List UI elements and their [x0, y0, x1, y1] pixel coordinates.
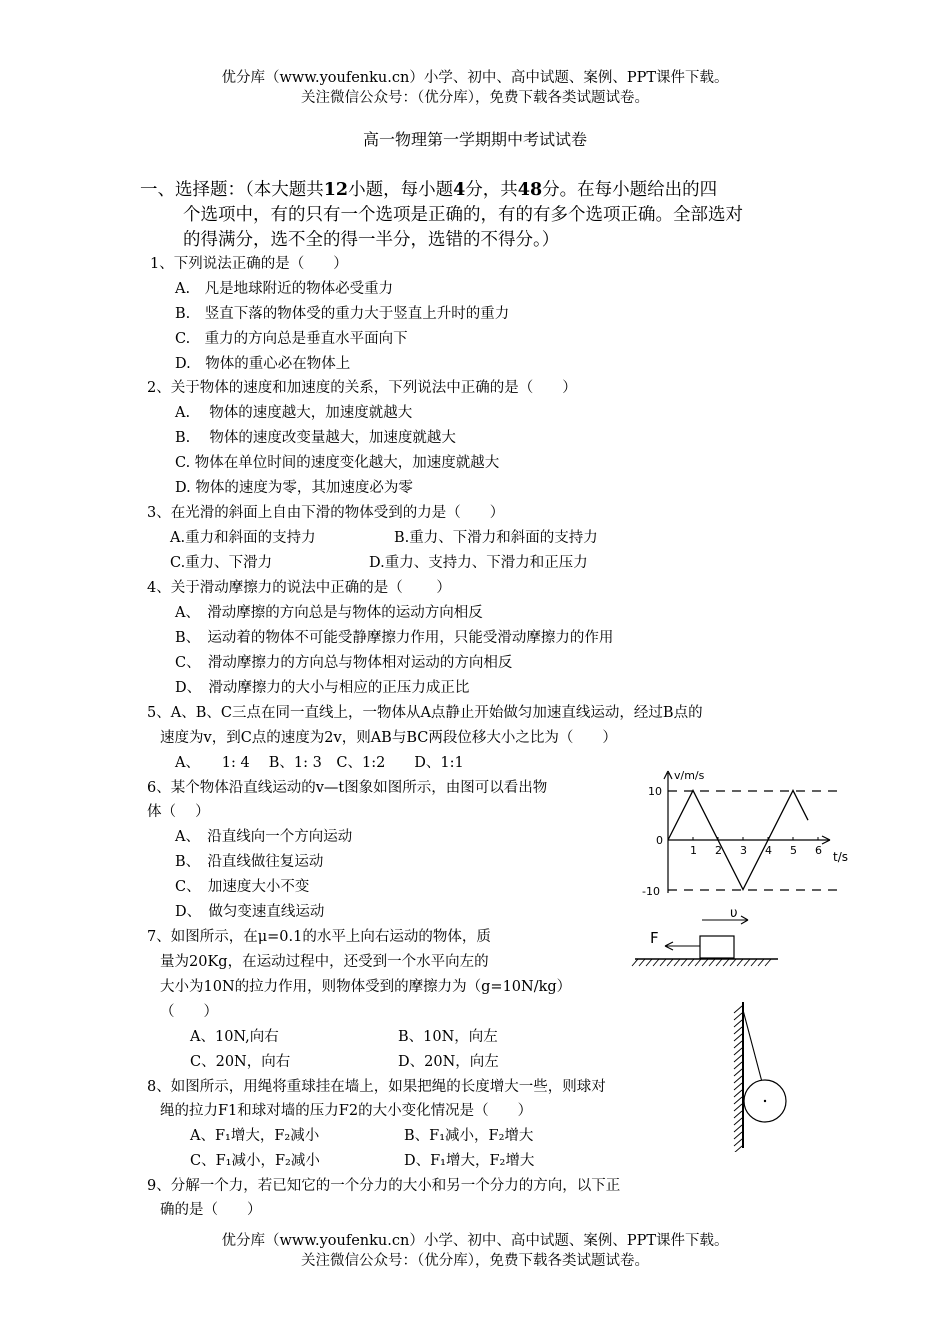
ground-hatch-stroke	[716, 959, 722, 966]
ground-hatch-stroke	[681, 959, 687, 966]
y-tick-0: 0	[656, 834, 663, 847]
ground-hatch-stroke	[674, 959, 680, 966]
x-tick-label-3: 3	[740, 844, 747, 857]
question-2-option-c: C. 物体在单位时间的速度变化越大，加速度就越大	[175, 455, 500, 471]
question-8-option-d: D、F₁增大，F₂增大	[404, 1153, 535, 1169]
y-tick-neg-10: -10	[642, 885, 660, 898]
ground-hatch-stroke	[737, 959, 743, 966]
velocity-label: υ	[730, 906, 738, 921]
x-tick-label-5: 5	[790, 844, 797, 857]
ball-center	[764, 1100, 766, 1102]
wall-hatch-stroke	[734, 1027, 742, 1034]
footer-line-2: 关注微信公众号：（优分库），免费下载各类试题试卷。	[301, 1253, 649, 1269]
question-7-stem-line-2: 量为20Kg，在运动过程中，还受到一个水平向左的	[160, 954, 489, 970]
ground-hatch-stroke	[695, 959, 701, 966]
ground-hatching	[632, 959, 771, 966]
wall-hatch-stroke	[734, 1034, 742, 1041]
ground-hatch-stroke	[653, 959, 659, 966]
question-5-stem-line-2: 速度为v，到C点的速度为2v，则AB与BC两段位移大小之比为（ ）	[160, 730, 617, 746]
ground-hatch-stroke	[765, 959, 771, 966]
question-6-stem: 6、某个物体沿直线运动的v—t图象如图所示，由图可以看出物	[147, 780, 548, 796]
x-tick-label-6: 6	[815, 844, 822, 857]
question-8-option-a: A、F₁增大，F₂减小	[190, 1128, 320, 1144]
section-instructions-line-2: 个选项中，有的只有一个选项是正确的，有的有多个选项正确。全部选对	[183, 205, 743, 225]
ground-hatch-stroke	[646, 959, 652, 966]
wall-hatch-stroke	[734, 1069, 742, 1076]
question-8-option-b: B、F₁减小，F₂增大	[404, 1128, 534, 1144]
force-label: F	[650, 929, 659, 947]
question-7-stem-line-3: 大小为10N的拉力作用，则物体受到的摩擦力为（g=10N/kg）	[160, 979, 572, 995]
rope	[743, 1010, 762, 1082]
question-1-stem: 1、下列说法正确的是（ ）	[150, 256, 348, 272]
question-7-option-d: D、20N，向左	[398, 1054, 499, 1070]
question-4-option-b: B、 运动着的物体不可能受静摩擦力作用，只能受滑动摩擦力的作用	[175, 630, 614, 646]
y-tick-10: 10	[648, 785, 662, 798]
question-2-stem: 2、关于物体的速度和加速度的关系，下列说法中正确的是（ ）	[147, 380, 577, 396]
wall-hatch-stroke	[734, 1146, 742, 1152]
question-3-option-c: C.重力、下滑力	[170, 555, 273, 571]
ground-hatch-stroke	[632, 959, 638, 966]
ground-hatch-stroke	[639, 959, 645, 966]
ground-hatch-stroke	[667, 959, 673, 966]
section-instructions-line-1: 一、选择题：（本大题共12小题，每小题4分，共48分。在每小题给出的四	[140, 180, 718, 200]
wall-hatch-stroke	[734, 1139, 742, 1146]
question-8-stem-line-2: 绳的拉力F1和球对墙的压力F2的大小变化情况是（ ）	[160, 1103, 533, 1119]
block	[700, 936, 734, 958]
wall-hatch-stroke	[734, 1062, 742, 1069]
x-axis-label: t/s	[833, 850, 848, 864]
question-9-stem: 9、分解一个力，若已知它的一个分力的大小和另一个分力的方向，以下正	[147, 1178, 621, 1194]
ground-hatch-stroke	[660, 959, 666, 966]
wall-hatch-stroke	[734, 1006, 742, 1013]
question-4-option-d: D、 滑动摩擦力的大小与相应的正压力成正比	[175, 680, 470, 696]
question-2-option-b: B. 物体的速度改变量越大，加速度就越大	[175, 430, 456, 446]
ground-hatch-stroke	[688, 959, 694, 966]
question-1-option-b: B. 竖直下落的物体受的重力大于竖直上升时的重力	[175, 306, 510, 322]
question-1-option-c: C. 重力的方向总是垂直水平面向下	[175, 331, 408, 347]
page-title: 高一物理第一学期期中考试试卷	[362, 130, 587, 149]
x-tick-label-2: 2	[715, 844, 722, 857]
question-3-option-d: D.重力、支持力、下滑力和正压力	[369, 555, 588, 571]
force-arrowhead-top	[665, 942, 673, 946]
wall-hatch-stroke	[734, 1020, 742, 1027]
question-6-option-a: A、 沿直线向一个方向运动	[175, 829, 353, 845]
question-7-paren: （ ）	[160, 1004, 218, 1020]
wall-hatch-stroke	[734, 1125, 742, 1132]
wall-hatch-stroke	[734, 1111, 742, 1118]
wall-hatch-stroke	[734, 1097, 742, 1104]
question-7-option-c: C、20N，向右	[190, 1054, 291, 1070]
question-2-option-a: A. 物体的速度越大，加速度就越大	[175, 405, 413, 421]
header-line-1: 优分库（www.youfenku.cn）小学、初中、高中试题、案例、PPT课件下载。	[221, 70, 729, 86]
velocity-arrowhead-top	[741, 916, 748, 920]
velocity-arrowhead-bottom	[741, 920, 748, 924]
wall-hatch-stroke	[734, 1083, 742, 1090]
x-tick-label-1: 1	[690, 844, 697, 857]
wall-hatching	[734, 1006, 742, 1152]
question-5-options: A、 1: 4 B、1: 3 C、1:2 D、1:1	[175, 755, 464, 771]
ground-hatch-stroke	[730, 959, 736, 966]
block-friction-figure	[630, 905, 780, 973]
question-3-stem: 3、在光滑的斜面上自由下滑的物体受到的力是（ ）	[147, 505, 505, 521]
y-axis-label: v/m/s	[674, 769, 705, 782]
question-3-option-a: A.重力和斜面的支持力	[170, 530, 316, 546]
wall-hatch-stroke	[734, 1041, 742, 1048]
ground-hatch-stroke	[744, 959, 750, 966]
vt-graph	[630, 763, 870, 898]
wall-hatch-stroke	[734, 1076, 742, 1083]
wall-hatch-stroke	[734, 1132, 742, 1139]
question-8-stem: 8、如图所示，用绳将重球挂在墙上，如果把绳的长度增大一些，则球对	[147, 1079, 606, 1095]
question-1-option-a: A. 凡是地球附近的物体必受重力	[175, 281, 394, 297]
wall-hatch-stroke	[734, 1048, 742, 1055]
question-4-option-a: A、 滑动摩擦的方向总是与物体的运动方向相反	[175, 605, 483, 621]
header-line-2: 关注微信公众号：（优分库），免费下载各类试题试卷。	[301, 90, 649, 106]
ground-hatch-stroke	[723, 959, 729, 966]
x-tick-label-4: 4	[765, 844, 772, 857]
ground-hatch-stroke	[709, 959, 715, 966]
question-4-stem: 4、关于滑动摩擦力的说法中正确的是（ ）	[147, 580, 451, 596]
wall-hatch-stroke	[734, 1013, 742, 1020]
question-7-stem: 7、如图所示，在μ=0.1的水平上向右运动的物体，质	[147, 929, 491, 945]
question-6-option-d: D、 做匀变速直线运动	[175, 904, 325, 920]
question-5-stem: 5、A、B、C三点在同一直线上，一物体从A点静止开始做匀加速直线运动，经过B点的	[147, 705, 703, 721]
footer-line-1: 优分库（www.youfenku.cn）小学、初中、高中试题、案例、PPT课件下载。	[221, 1233, 729, 1249]
question-7-option-b: B、10N，向左	[398, 1029, 498, 1045]
wall-hatch-stroke	[734, 1090, 742, 1097]
question-6-option-b: B、 沿直线做往复运动	[175, 854, 324, 870]
question-6-stem-line-2: 体（ ）	[147, 804, 210, 820]
question-8-option-c: C、F₁减小，F₂减小	[190, 1153, 320, 1169]
force-arrowhead-bottom	[665, 946, 673, 950]
question-2-option-d: D. 物体的速度为零，其加速度必为零	[175, 480, 413, 496]
question-7-option-a: A、10N,向右	[190, 1029, 279, 1045]
question-1-option-d: D. 物体的重心必在物体上	[175, 356, 351, 372]
ground-hatch-stroke	[758, 959, 764, 966]
wall-hatch-stroke	[734, 1104, 742, 1111]
wall-hatch-stroke	[734, 1055, 742, 1062]
hanging-ball-figure	[728, 1000, 803, 1152]
wall-hatch-stroke	[734, 1118, 742, 1125]
question-9-stem-line-2: 确的是（ ）	[160, 1202, 262, 1218]
ground-hatch-stroke	[702, 959, 708, 966]
question-6-option-c: C、 加速度大小不变	[175, 879, 310, 895]
question-4-option-c: C、 滑动摩擦力的方向总与物体相对运动的方向相反	[175, 655, 513, 671]
question-3-option-b: B.重力、下滑力和斜面的支持力	[394, 530, 598, 546]
section-instructions-line-3: 的得满分，选不全的得一半分，选错的不得分。）	[183, 230, 560, 250]
ground-hatch-stroke	[751, 959, 757, 966]
